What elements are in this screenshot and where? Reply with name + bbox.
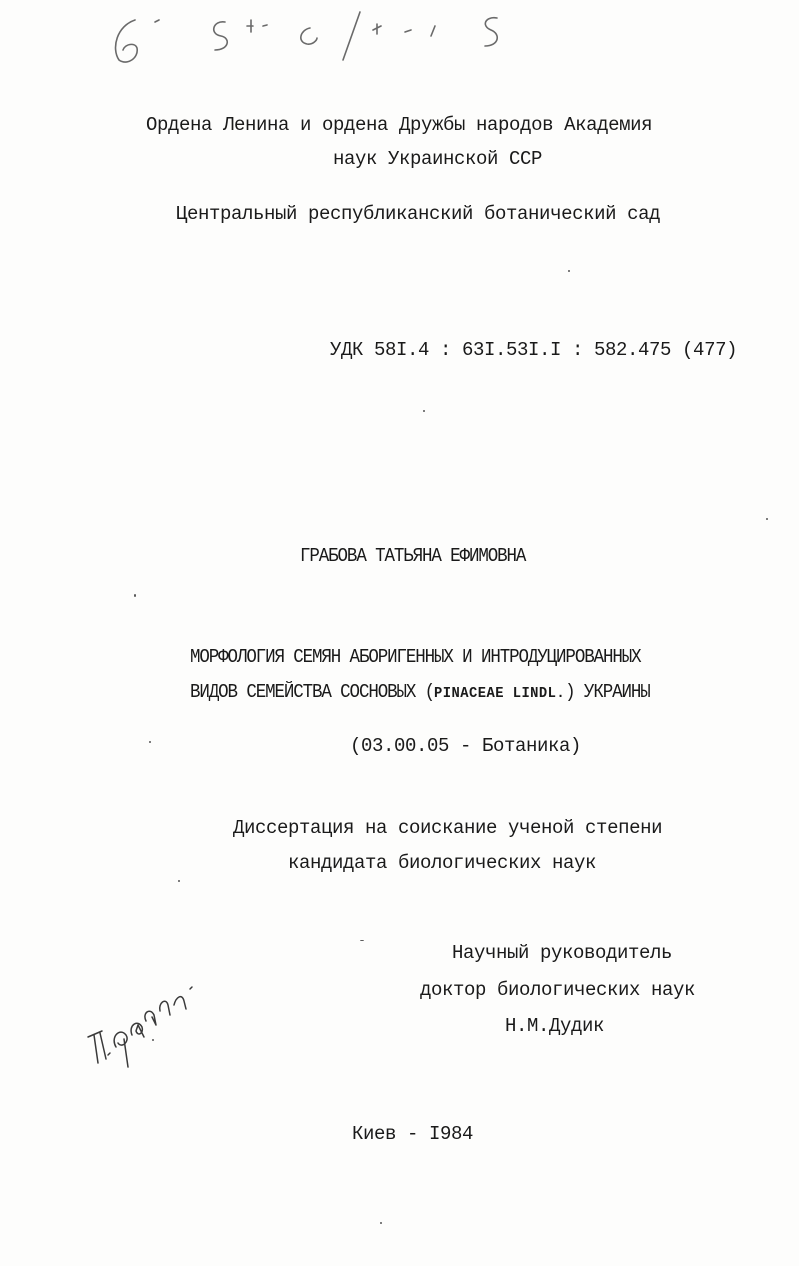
- thesis-title-line-1: МОРФОЛОГИЯ СЕМЯН АБОРИГЕННЫХ И ИНТРОДУЦИРОВАННЫХ: [190, 646, 641, 668]
- paper-speck: [178, 880, 180, 882]
- paper-speck: [766, 518, 768, 520]
- paper-speck: [423, 410, 425, 412]
- handwritten-archive-mark: [105, 8, 525, 68]
- specialty-code: (03.00.05 - Ботаника): [350, 735, 582, 757]
- title-line2-start: ВИДОВ СЕМЕЙСТВА СОСНОВЫХ (: [190, 681, 435, 703]
- paper-speck: [568, 270, 570, 272]
- degree-line-1: Диссертация на соискание ученой степени: [233, 817, 663, 839]
- title-line2-end: ) УКРАИНЫ: [565, 681, 650, 703]
- degree-line-2: кандидата биологических наук: [288, 852, 597, 874]
- latin-family-name: PINACEAE LINDL.: [434, 685, 566, 702]
- supervisor-role: Научный руководитель: [452, 942, 673, 964]
- udc-code: УДК 58I.4 : 63I.53I.I : 582.475 (477): [330, 339, 738, 361]
- handwritten-signature: [80, 965, 210, 1075]
- organization-line-1: Ордена Ленина и ордена Дружбы народов Академия: [146, 114, 653, 136]
- author-name: ГРАБОВА ТАТЬЯНА ЕФИМОВНА: [300, 545, 526, 567]
- thesis-title-line-2: [190, 680, 650, 706]
- supervisor-title: доктор биологических наук: [420, 979, 696, 1001]
- paper-speck: [134, 594, 136, 597]
- paper-speck: [380, 1222, 382, 1224]
- institution-name: Центральный республиканский ботанический сад: [176, 203, 661, 225]
- paper-speck: [152, 1039, 154, 1041]
- paper-speck: [360, 940, 364, 941]
- paper-speck: [149, 741, 151, 743]
- organization-line-2: наук Украинской ССР: [333, 148, 543, 170]
- place-and-year: Киев - I984: [352, 1123, 474, 1145]
- supervisor-name: Н.М.Дудик: [505, 1015, 605, 1037]
